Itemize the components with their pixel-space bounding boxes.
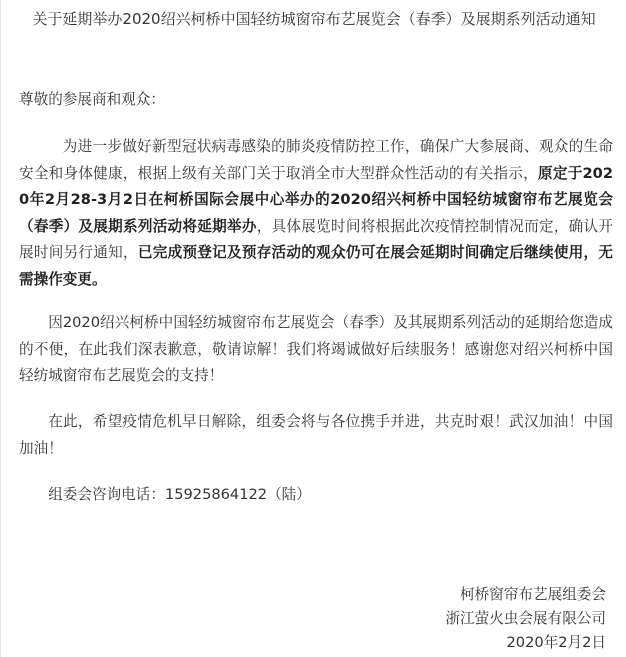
paragraph-postponement-middle: ，具体展览时间将根据此次疫情控制情况而定，确认开展时间另行通知，	[19, 217, 613, 261]
notice-title: 关于延期举办2020绍兴柯桥中国轻纺城窗帘布艺展览会（春季）及展期系列活动通知	[32, 10, 596, 28]
greeting: 尊敬的参展商和观众：	[19, 91, 165, 108]
postponement-statement: 原定于2020年2月28-3月2日在柯桥国际会展中心举办的2020绍兴柯桥中国轻纺城窗帘布艺展览会（春季）及展期系列活动将延期举办	[19, 164, 613, 235]
paragraph-postponement-intro: 为进一步做好新型冠状病毒感染的肺炎疫情防控工作，确保广大参展商、观众的生命安全和身体健康，根据上级有关部门关于取消全市大型群众性活动的有关指示，	[19, 138, 613, 182]
paragraph-apology: 因2020绍兴柯桥中国轻纺城窗帘布艺展览会（春季）及其展期系列活动的延期给您造成的不便，在此我们深表歉意，敬请谅解！我们将竭诚做好后续服务！感谢您对绍兴柯桥中国轻纺城窗帘布艺展览会的支持！	[19, 314, 613, 384]
signature-organizer: 柯桥窗帘布艺展组委会	[460, 586, 606, 603]
signature-date: 2020年2月2日	[506, 634, 606, 651]
paragraph-postponement	[19, 134, 613, 293]
signature-company: 浙江萤火虫会展有限公司	[445, 610, 606, 627]
contact-phone: 组委会咨询电话：15925864122（陆）	[48, 486, 311, 503]
registration-validity-statement: 已完成预登记及预存活动的观众仍可在展会延期时间确定后继续使用，无需操作变更。	[19, 244, 613, 288]
paragraph-encouragement: 在此，希望疫情危机早日解除，组委会将与各位携手并进，共克时艰！武汉加油！中国加油！	[19, 413, 613, 457]
